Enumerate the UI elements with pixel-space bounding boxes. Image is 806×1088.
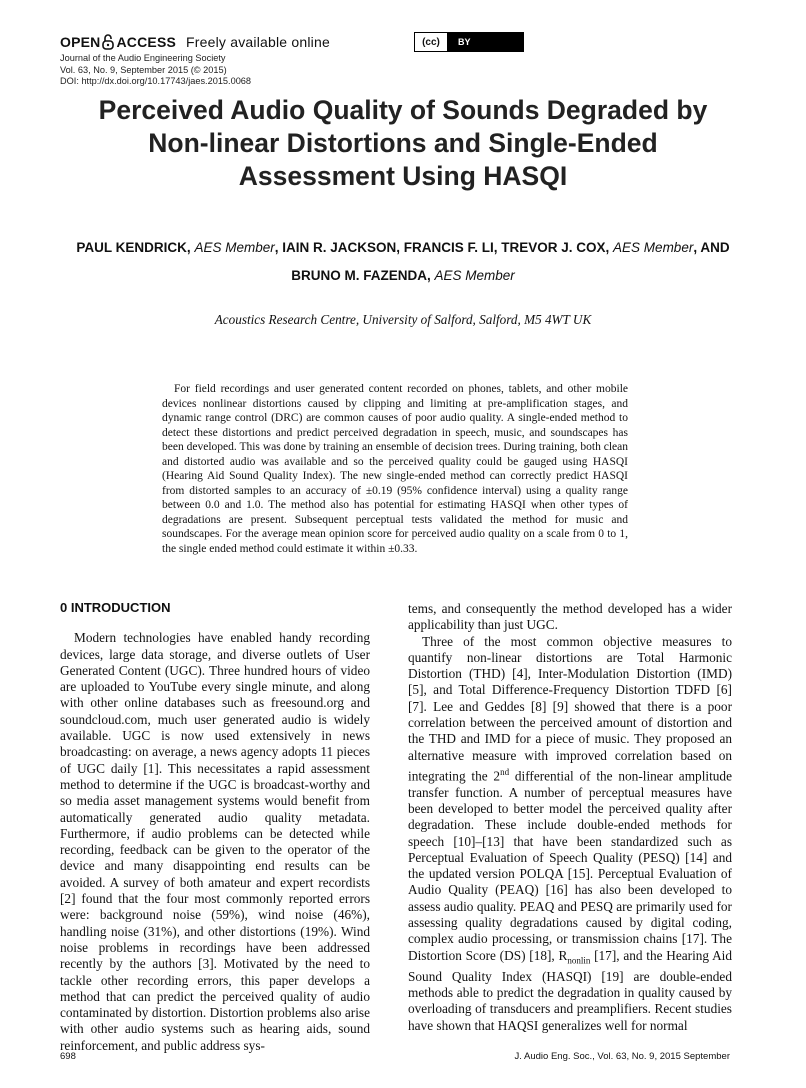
footer-journal: J. Audio Eng. Soc., Vol. 63, No. 9, 2015 September [514, 1051, 730, 1062]
journal-info [60, 53, 251, 88]
journal-volume: Vol. 63, No. 9, September 2015 (© 2015) [60, 64, 227, 75]
left-column [60, 600, 370, 1054]
author-name: BRUNO M. FAZENDA, [291, 267, 431, 283]
title-line-3: Assessment Using HASQI [238, 161, 568, 191]
measures-paragraph [408, 634, 732, 1034]
cc-icon: (cc) [415, 33, 448, 51]
journal-name: Journal of the Audio Engineering Society [60, 53, 226, 63]
author-membership: AES Member [613, 240, 694, 255]
measures-text-a: Three of the most common objective measures to quantify non-linear distortions are Total Harmonic Distortion (THD) [4], Inter-Modulation Distortion (IMD) [5], and Total Difference-Frequency Distortion TDFD [6] [7]. Lee and Geddes [8] [9] showed that there is a poor correlation between the perceived amount of distortion and the THD and IMD for a piece of music. They proposed an alternative measure with improved correlation based on integrating the 2 [408, 633, 732, 784]
title-line-1: Perceived Audio Quality of Sounds Degraded by [98, 95, 708, 125]
open-lock-icon [102, 33, 114, 50]
author-name: PAUL KENDRICK, [76, 240, 191, 255]
superscript-nd: nd [500, 766, 510, 777]
section-heading: 0 INTRODUCTION [60, 600, 171, 615]
access-text: ACCESS [116, 33, 177, 50]
measures-text-b: differential of the non-linear amplitude transfer function. A number of perceptual measures have been developed to better model the perceived quality after degradation. These include double-ended methods for speech [10]–[13] that have been standardized such as Perceptual Evaluation of Speech Quality (PESQ) [14] and the updated version POLQA [15]. Perceptual Evaluation of Audio Quality (PEAQ) [16] has also been developed to assess audio quality. PEAQ and PESQ are primarily used for assessing quality degradations caused by digital coding, complex audio processing, or transmission chains [17]. The Distortion Score (DS) [18], R [408, 768, 732, 963]
author-names: , IAIN R. JACKSON, FRANCIS F. LI, TREVOR J. COX, [274, 240, 610, 255]
authors-line-1 [40, 234, 766, 262]
paper-title [40, 94, 766, 193]
author-membership: AES Member [434, 267, 515, 283]
right-column [408, 601, 732, 1034]
open-access-label [60, 33, 330, 50]
open-text: OPEN [60, 33, 101, 50]
abstract: For field recordings and user generated content recorded on phones, tablets, and other mobile devices nonlinear distortions caused by clipping and limiting at pre-amplification stages, and dynamic range control (DRC) are common causes of poor audio quality. A single-ended method to detect these distortions and predict perceived degradation in speech, music, and soundscapes has been developed. This was done by training an ensemble of decision trees. During training, both clean and distorted audio was available and so the perceived quality could be gauged using HASQI (Hearing Aid Sound Quality Index). The new single-ended method can correctly predict HASQI from distorted samples to an accuracy of ±0.19 (95% confidence interval) using a quality range between 0.0 and 1.0. The method also has potential for estimating HASQI when other types of degradations are present. Subsequent perceptual tests validated the method for music and soundscapes. For the average mean opinion score for perceived audio quality on a scale from 0 to 1, the single ended method could estimate it within ±0.33. [162, 383, 628, 555]
intro-paragraph: Modern technologies have enabled handy recording devices, large data storage, and diverse outlets of User Generated Content (UGC). Three hundred hours of video are uploaded to YouTube every single minute, and along with other online databases such as freesound.org and soundcloud.com, much user generated audio is widely available. UGC is now used extensively in news broadcasting: on average, a news agency adopts 11 pieces of UGC daily [1]. This necessitates a rapid assessment method to determine if the UGC is broadcast-worthy and so media asset management systems would benefit from automatically generated audio quality metadata. Furthermore, if audio problems can be detected while recording, feedback can be given to the operator of the device and many disappointing end results can be avoided. A survey of both amateur and expert recordists [2] found that the four most commonly reported errors were: background noise (59%), wind noise (46%), handling noise (31%), and other distortions (19%). Wind noise problems in recordings have been addressed recently by the authors [3]. Motivated by the need to tackle other recording errors, this paper develops a method that can predict the perceived quality of audio contaminated by distortion. Distortion problems also arise with other audio systems such as hearing aids, sound reinforcement, and public address sys- [60, 630, 370, 1053]
author-and: , AND [693, 240, 730, 255]
by-label: BY [448, 33, 523, 51]
title-line-2: Non-linear Distortions and Single-Ended [148, 128, 658, 158]
freely-available-text: Freely available online [186, 33, 330, 50]
page-number: 698 [60, 1051, 76, 1062]
measures-text-c: [17], and the Hearing Aid Sound Quality Index (HASQI) [19] are double-ended methods able to predict the degradation in quality caused by overloading of transducers and preamplifiers. Recent studies have shown that HAQSI generalizes well for normal [408, 947, 733, 1033]
cc-by-license-badge[interactable] [414, 32, 524, 52]
journal-doi[interactable]: DOI: http://dx.doi.org/10.17743/jaes.2015.0068 [60, 76, 252, 86]
author-membership: AES Member [194, 240, 275, 255]
subscript-nonlin: nonlin [567, 955, 591, 966]
authors-line-2 [40, 262, 766, 290]
author-list [40, 234, 766, 289]
intro-continuation: tems, and consequently the method developed has a wider applicability than just UGC. [408, 601, 732, 633]
affiliation: Acoustics Research Centre, University of Salford, Salford, M5 4WT UK [214, 312, 592, 327]
